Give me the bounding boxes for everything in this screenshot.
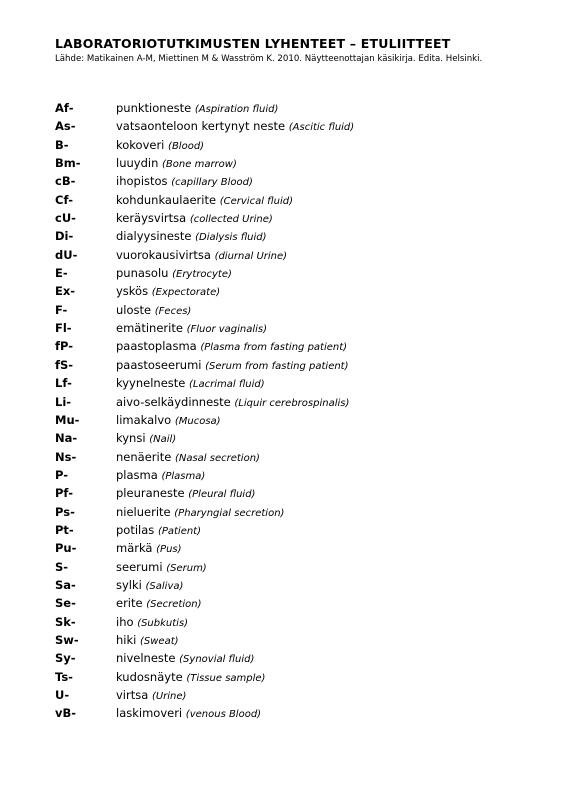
english-translation: (Pus) bbox=[156, 544, 182, 556]
finnish-term: plasma bbox=[116, 467, 158, 482]
abbreviation: Ns- bbox=[55, 449, 77, 464]
finnish-term: nenäerite bbox=[116, 449, 172, 464]
english-translation: (Subkutis) bbox=[137, 617, 189, 629]
english-translation: (Tissue sample) bbox=[186, 672, 266, 684]
english-translation: (Patient) bbox=[157, 525, 202, 537]
english-translation: (Pharyngial secretion) bbox=[174, 507, 285, 519]
list-item bbox=[55, 668, 535, 686]
english-translation: (Erytrocyte) bbox=[172, 269, 232, 281]
list-item bbox=[55, 411, 535, 429]
english-translation: (Secretion) bbox=[146, 599, 202, 611]
abbreviation: Li- bbox=[55, 394, 72, 409]
english-translation: (Sweat) bbox=[140, 635, 179, 647]
english-translation: (Saliva) bbox=[145, 580, 184, 592]
list-item bbox=[55, 264, 535, 282]
abbreviation: Sk- bbox=[55, 614, 76, 629]
list-item bbox=[55, 429, 535, 447]
finnish-term: sylki bbox=[116, 577, 142, 592]
abbreviation: Bm- bbox=[55, 156, 81, 171]
finnish-term: seerumi bbox=[116, 559, 163, 574]
list-item bbox=[55, 576, 535, 594]
english-translation: (Dialysis fluid) bbox=[195, 232, 267, 244]
list-item bbox=[55, 319, 535, 337]
abbreviation: S- bbox=[55, 559, 69, 574]
abbreviation: vB- bbox=[55, 706, 77, 721]
finnish-term: vuorokausivirtsa bbox=[116, 247, 211, 262]
list-item bbox=[55, 649, 535, 667]
abbreviation: Ex- bbox=[55, 284, 76, 299]
list-item bbox=[55, 631, 535, 649]
list-item bbox=[55, 539, 535, 557]
abbreviation: Sw- bbox=[55, 632, 79, 647]
abbreviation: Di- bbox=[55, 229, 74, 244]
finnish-term: kudosnäyte bbox=[116, 669, 183, 684]
abbreviation: P- bbox=[55, 467, 68, 482]
abbreviation: U- bbox=[55, 688, 70, 702]
english-translation: (capillary Blood) bbox=[171, 177, 253, 189]
list-item bbox=[55, 594, 535, 612]
finnish-term: punktioneste bbox=[116, 101, 192, 115]
english-translation: (collected Urine) bbox=[189, 214, 273, 226]
english-translation: (Fluor vaginalis) bbox=[186, 324, 268, 336]
finnish-term: nieluerite bbox=[116, 504, 171, 519]
abbreviation: Ts- bbox=[55, 669, 73, 684]
list-item bbox=[55, 117, 535, 135]
abbreviation: Af- bbox=[55, 101, 74, 115]
abbreviation: fS- bbox=[55, 357, 74, 372]
finnish-term: punasolu bbox=[116, 266, 169, 281]
abbreviation: Pf- bbox=[55, 486, 74, 501]
abbreviation: E- bbox=[55, 266, 68, 281]
abbreviation: Na- bbox=[55, 431, 78, 446]
abbreviation: B- bbox=[55, 137, 69, 152]
english-translation: (Urine) bbox=[151, 691, 187, 702]
english-translation: (Plasma from fasting patient) bbox=[200, 342, 348, 354]
finnish-term: potilas bbox=[116, 522, 155, 537]
finnish-term: erite bbox=[116, 596, 143, 611]
finnish-term: iho bbox=[116, 614, 134, 629]
finnish-term: paastoplasma bbox=[116, 339, 197, 354]
english-translation: (diurnal Urine) bbox=[214, 250, 288, 262]
abbreviation: Sy- bbox=[55, 651, 76, 666]
english-translation: (Ascitic fluid) bbox=[288, 122, 355, 134]
finnish-term: kohdunkaulaerite bbox=[116, 192, 217, 207]
english-translation: (Aspiration fluid) bbox=[194, 104, 279, 115]
finnish-term: kynsi bbox=[116, 431, 146, 446]
abbreviation: Pt- bbox=[55, 522, 74, 537]
abbreviation: Cf- bbox=[55, 192, 74, 207]
english-translation: (Feces) bbox=[154, 305, 192, 317]
finnish-term: nivelneste bbox=[116, 651, 176, 666]
list-item bbox=[55, 227, 535, 245]
english-translation: (Lacrimal fluid) bbox=[189, 379, 265, 391]
finnish-term: uloste bbox=[116, 302, 152, 317]
list-item bbox=[55, 503, 535, 521]
english-translation: (Synovial fluid) bbox=[179, 654, 255, 666]
english-translation: (Cervical fluid) bbox=[219, 195, 293, 207]
list-item bbox=[55, 466, 535, 484]
list-item bbox=[55, 337, 535, 355]
source-citation: Lähde: Matikainen A-M, Miettinen M & Wasström K. 2010. Näytteenottajan käsikirja. Edita. Helsinki. bbox=[55, 54, 483, 64]
english-translation: (Nail) bbox=[149, 434, 177, 446]
list-item bbox=[55, 356, 535, 374]
abbreviation: Ps- bbox=[55, 504, 75, 519]
english-translation: (Serum) bbox=[166, 562, 207, 574]
english-translation: (Blood) bbox=[168, 140, 205, 152]
finnish-term: pleuraneste bbox=[116, 486, 185, 501]
abbreviation: Pu- bbox=[55, 541, 77, 556]
list-item bbox=[55, 154, 535, 172]
finnish-term: emätinerite bbox=[116, 321, 183, 336]
finnish-term: virtsa bbox=[116, 688, 149, 702]
abbreviation: dU- bbox=[55, 247, 78, 262]
finnish-term: märkä bbox=[116, 541, 153, 556]
list-item bbox=[55, 301, 535, 319]
english-translation: (Bone marrow) bbox=[162, 159, 237, 171]
abbreviation: Mu- bbox=[55, 412, 80, 427]
list-item bbox=[55, 613, 535, 631]
abbreviation: Se- bbox=[55, 596, 76, 611]
list-item bbox=[55, 246, 535, 264]
abbreviation: Lf- bbox=[55, 376, 72, 391]
list-item bbox=[55, 99, 535, 117]
english-translation: (Serum from fasting patient) bbox=[205, 360, 349, 372]
abbreviation-list bbox=[55, 99, 535, 723]
abbreviation: As- bbox=[55, 119, 76, 134]
english-translation: (Expectorate) bbox=[151, 287, 221, 299]
finnish-term: laskimoveri bbox=[116, 706, 183, 721]
list-item bbox=[55, 209, 535, 227]
finnish-term: keräysvirtsa bbox=[116, 211, 187, 226]
english-translation: (Pleural fluid) bbox=[188, 489, 256, 501]
finnish-term: luuydin bbox=[116, 156, 159, 171]
list-item bbox=[55, 172, 535, 190]
english-translation: (Liquir cerebrospinalis) bbox=[234, 397, 350, 409]
abbreviation: cB- bbox=[55, 174, 76, 189]
finnish-term: paastoseerumi bbox=[116, 357, 202, 372]
list-item bbox=[55, 484, 535, 502]
list-item bbox=[55, 282, 535, 300]
document-title: LABORATORIOTUTKIMUSTEN LYHENTEET – ETULIITTEET bbox=[55, 36, 451, 51]
english-translation: (Plasma) bbox=[161, 470, 206, 482]
list-item bbox=[55, 191, 535, 209]
list-item bbox=[55, 136, 535, 154]
finnish-term: kyynelneste bbox=[116, 376, 186, 391]
abbreviation: cU- bbox=[55, 211, 76, 226]
finnish-term: dialyysineste bbox=[116, 229, 192, 244]
finnish-term: hiki bbox=[116, 632, 137, 647]
finnish-term: kokoveri bbox=[116, 137, 165, 152]
english-translation: (venous Blood) bbox=[185, 709, 262, 721]
list-item bbox=[55, 704, 535, 722]
english-translation: (Mucosa) bbox=[174, 415, 221, 427]
abbreviation: F- bbox=[55, 302, 68, 317]
abbreviation: fP- bbox=[55, 339, 74, 354]
list-item bbox=[55, 521, 535, 539]
abbreviation: Fl- bbox=[55, 321, 72, 336]
list-item bbox=[55, 393, 535, 411]
finnish-term: limakalvo bbox=[116, 412, 172, 427]
finnish-term: aivo-selkäydinneste bbox=[116, 394, 231, 409]
finnish-term: vatsaonteloon kertynyt neste bbox=[116, 119, 286, 134]
abbreviation: Sa- bbox=[55, 577, 76, 592]
list-item bbox=[55, 448, 535, 466]
finnish-term: ihopistos bbox=[116, 174, 168, 189]
list-item bbox=[55, 686, 535, 704]
finnish-term: yskös bbox=[116, 284, 149, 299]
list-item bbox=[55, 558, 535, 576]
english-translation: (Nasal secretion) bbox=[174, 452, 260, 464]
list-item bbox=[55, 374, 535, 392]
